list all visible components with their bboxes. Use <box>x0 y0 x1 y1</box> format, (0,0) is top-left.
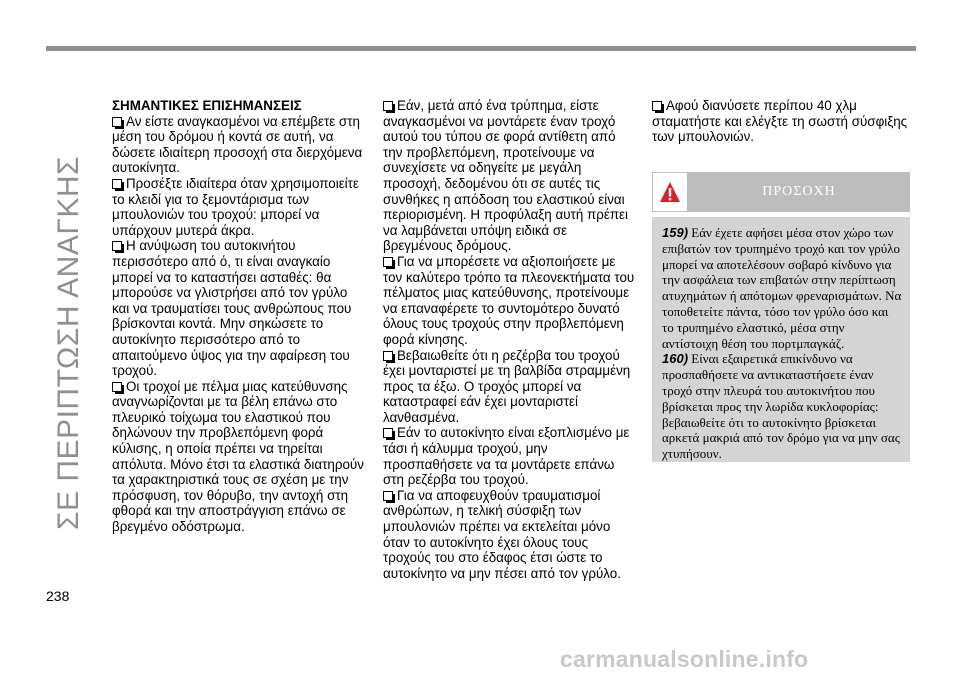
warning-title: ΠΡΟΣΟΧΗ <box>762 184 836 199</box>
square-bullet-icon <box>112 117 122 127</box>
square-bullet-icon <box>383 428 393 438</box>
bullet-item: Αφού διανύσετε περίπου 40 χλμ σταματήστε και ελέγξτε τη σωστή σύσφιξης των μπουλονιών. <box>652 98 908 145</box>
square-bullet-icon <box>383 101 393 111</box>
bullet-item: Η ανύψωση του αυτοκινήτου περισσότερο από ό, τι είναι αναγκαίο μπορεί να το καταστήσει ασταθές: θα μπορούσε να γλιστρήσει από τον γρύλο και να τραυματίσει τους ανθρώπους που βρίσκονται κοντά. Μην σηκώσετε το αυτοκίνητο περισσότερο από το απαιτούμενο ύψος για την αφαίρεση του τροχού. <box>112 238 352 379</box>
bullet-item: Για να μπορέσετε να αξιοποιήσετε με τον καλύτερο τρόπο τα πλεονεκτήματα του πέλματος μιας κατεύθυνσης, προτείνουμε να επαναφέρετε το συντομότερο δυνατό όλους τους τροχούς στην προβλεπόμενη φορά κίνησης. <box>383 253 635 347</box>
page-number: 238 <box>46 588 70 604</box>
column-3 <box>652 98 912 145</box>
square-bullet-icon <box>112 241 122 251</box>
bullet-item: Βεβαιωθείτε ότι η ρεζέρβα του τροχού έχει μονταριστεί με τη βαλβίδα στραμμένη προς τα έξω. Ο τροχός μπορεί να καταστραφεί εάν έχει μονταριστεί λανθασμένα. <box>383 347 631 425</box>
square-bullet-icon <box>112 382 122 392</box>
bullet-item: Οι τροχοί με πέλμα μιας κατεύθυνσης αναγνωρίζονται με τα βέλη επάνω στο πλευρικό τοίχωμα του ελαστικού που δηλώνουν την προβλεπόμενη φορά κύλισης, η οποία πρέπει να τηρείται απόλυτα. Μόνο έτσι τα ελαστικά διατηρούν τα χαρακτηριστικά τους σε σχέση με την πρόσφυση, τον θόρυβο, την αντοχή στη φθορά και την αποστράγγιση επάνω σε βρεγμένο οδόστρωμα. <box>112 378 364 535</box>
bullet-item: Για να αποφευχθούν τραυματισμοί ανθρώπων, η τελική σύσφιξη των μπουλονιών πρέπει να εκτελείται μόνο όταν το αυτοκίνητο έχει όλους τους τροχούς του στο έδαφος έτσι ώστε το αυτοκίνητο να μην πέσει από τον γρύλο. <box>383 487 621 581</box>
square-bullet-icon <box>652 101 662 111</box>
square-bullet-icon <box>112 179 122 189</box>
note-number: 160) <box>662 351 689 367</box>
column-1 <box>112 98 368 535</box>
watermark: carmanualsonline.info <box>560 646 809 672</box>
section-heading: ΣΗΜΑΝΤΙΚΕΣ ΕΠΙΣΗΜΑΝΣΕΙΣ <box>112 98 302 113</box>
bullet-item: Εάν, μετά από ένα τρύπημα, είστε αναγκασμένοι να μοντάρετε έναν τροχό αυτού του τύπου σε φορά αντίθετη από την προβλεπόμενη, προτείνουμε να συνεχίσετε να οδηγείτε με μεγάλη προσοχή, δεδομένου ότι σε αυτές τις συνθήκες η απόδοση του ελαστικού είναι περιορισμένη. Η προφύλαξη αυτή πρέπει να λαμβάνεται υπόψη ειδικά σε βρεγμένους δρόμους. <box>383 98 629 254</box>
top-rule <box>46 46 916 51</box>
warning-header <box>652 172 910 212</box>
warning-triangle-icon <box>652 172 688 212</box>
bullet-item: Προσέξτε ιδιαίτερα όταν χρησιμοποιείτε το κλειδί για το ξεμοντάρισμα των μπουλονιών του τροχού: μπορεί να υπάρχουν μυτερά άκρα. <box>112 175 359 238</box>
side-title-text: ΣΕ ΠΕΡΙΠΤΩΣΗ ΑΝΑΓΚΗΣ <box>52 155 85 530</box>
warning-note: 160) Είναι εξαιρετικά επικίνδυνο να προσπαθήσετε να αντικαταστήσετε έναν τροχό στην πλευρά του αυτοκινήτου που βρίσκεται προς την λωρίδα κυκλοφορίας: βεβαιωθείτε ότι το αυτοκίνητο βρίσκεται αρκετά μακριά από τον δρόμο για να μην σας χτυπήσουν. <box>662 351 900 462</box>
column-2 <box>383 98 635 581</box>
warning-note: 159) Εάν έχετε αφήσει μέσα στον χώρο των επιβατών τον τρυπημένο τροχό και τον γρύλο μπορεί να αποτελέσουν σοβαρό κίνδυνο για την ασφάλεια των επιβατών στην περίπτωση ατυχημάτων ή απότομων φρεναρισμάτων. Να τοποθετείτε πάντα, τόσο τον γρύλο όσο και το τρυπημένο ελαστικό, μέσα στην αντίστοιχη θέση του πορτμπαγκάζ. <box>662 225 902 351</box>
bullet-item: Εάν το αυτοκίνητο είναι εξοπλισμένο με τάσι ή κάλυμμα τροχού, μην προσπαθήσετε να τα μοντάρετε επάνω στη ρεζέρβα του τροχού. <box>383 425 630 488</box>
square-bullet-icon <box>383 491 393 501</box>
note-number: 159) <box>662 225 689 240</box>
warning-body <box>652 217 910 462</box>
square-bullet-icon <box>383 257 393 267</box>
square-bullet-icon <box>383 351 393 361</box>
section-side-title <box>52 100 90 530</box>
bullet-item: Αν είστε αναγκασμένοι να επέμβετε στη μέση του δρόμου ή κοντά σε αυτή, να δώσετε ιδιαίτερη προσοχή στα διερχόμενα αυτοκίνητα. <box>112 113 363 176</box>
